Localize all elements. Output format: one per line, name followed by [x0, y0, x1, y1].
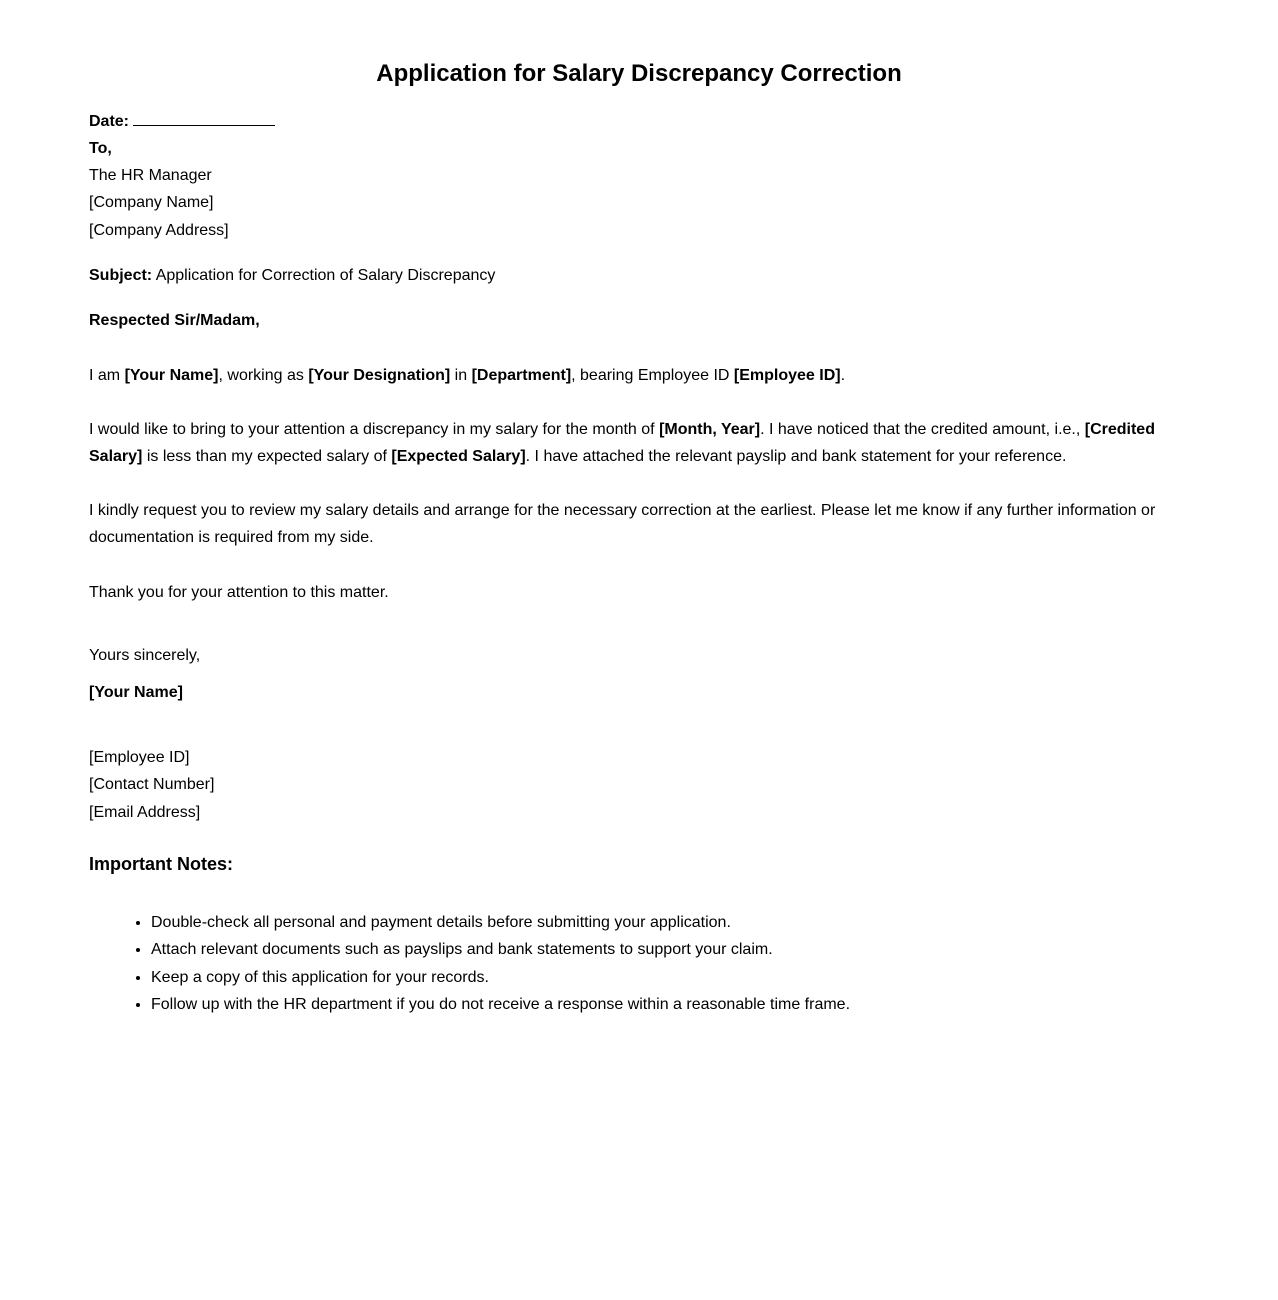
recipient-address	[89, 162, 1164, 244]
recipient-line-3: [Company Address]	[89, 221, 229, 239]
list-item: • Attach relevant documents such as payslips and bank statements to support your claim.	[151, 936, 850, 963]
paragraph-thanks: Thank you for your attention to this matter.	[89, 584, 389, 601]
list-item: • Follow up with the HR department if you do not receive a response within a reasonable time frame.	[151, 991, 850, 1018]
para2-text-1: I would like to bring to your attention a discrepancy in my salary for the month of	[89, 421, 660, 438]
para1-department: [Department]	[471, 367, 572, 384]
para2-month-year: [Month, Year]	[659, 421, 761, 438]
sender-name: [Your Name]	[89, 684, 183, 701]
list-item: • Keep a copy of this application for your records.	[151, 964, 850, 991]
date-blank-line	[133, 110, 275, 126]
important-notes-heading: Important Notes:	[89, 854, 233, 874]
para2-expected-salary: [Expected Salary]	[391, 448, 526, 465]
para1-employee-id: [Employee ID]	[733, 367, 841, 384]
sender-email-address: [Email Address]	[89, 803, 201, 821]
paragraph-introduction	[89, 362, 1164, 389]
subject-row	[89, 262, 1164, 289]
closing: Yours sincerely,	[89, 647, 201, 664]
para1-text-2: , working as	[218, 367, 309, 384]
paragraph-discrepancy	[89, 416, 1164, 470]
subject-label: Subject:	[89, 267, 153, 284]
para2-credited-salary: [Credited Salary]	[89, 421, 1155, 465]
date-row	[89, 108, 1164, 135]
date-label: Date:	[89, 113, 130, 130]
important-notes-list	[89, 909, 850, 1018]
list-item: • Double-check all personal and payment details before submitting your application.	[151, 909, 850, 936]
paragraph-request: I kindly request you to review my salary details and arrange for the necessary correction at the earliest. Please let me know if any further information or documentation is required from my side.	[89, 502, 1156, 546]
para1-text-1: I am	[89, 367, 125, 384]
para1-text-5: .	[840, 367, 846, 384]
para1-your-name: [Your Name]	[124, 367, 219, 384]
sender-contact-number: [Contact Number]	[89, 776, 215, 794]
para2-text-3: is less than my expected salary of	[142, 448, 392, 465]
subject-text: Application for Correction of Salary Discrepancy	[155, 267, 496, 284]
page-title: Application for Salary Discrepancy Correction	[376, 60, 902, 87]
para1-designation: [Your Designation]	[308, 367, 451, 384]
recipient-line-2: [Company Name]	[89, 194, 214, 212]
to-label: To,	[89, 140, 112, 157]
salutation: Respected Sir/Madam,	[89, 312, 260, 329]
recipient-line-1: The HR Manager	[89, 167, 212, 184]
sender-details	[89, 744, 1164, 826]
para2-text-2: . I have noticed that the credited amount, i.e.,	[760, 421, 1085, 438]
sender-employee-id: [Employee ID]	[89, 749, 190, 766]
para1-text-4: , bearing Employee ID	[571, 367, 734, 384]
para1-text-3: in	[450, 367, 472, 384]
para2-text-4: . I have attached the relevant payslip and bank statement for your reference.	[525, 448, 1067, 465]
